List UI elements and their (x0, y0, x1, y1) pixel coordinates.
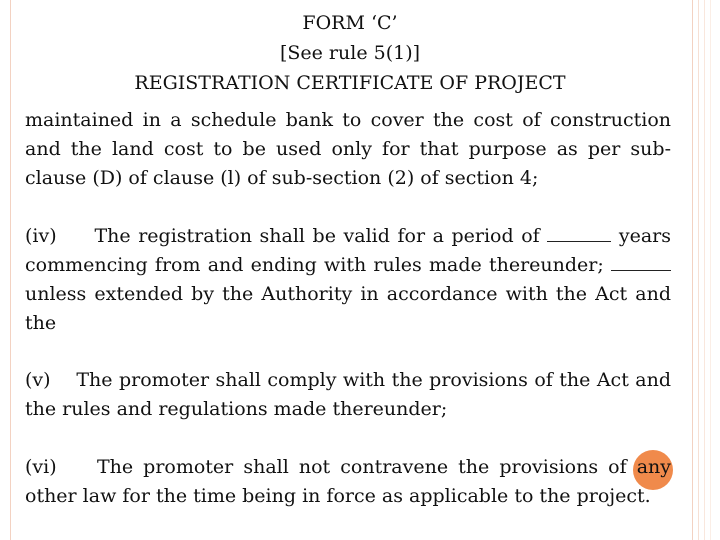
rule-reference: [See rule 5(1)] (279, 42, 421, 64)
paragraph-text: The promoter shall not contravene the provisions of any other law for the time being in force as applicable to the project. (25, 456, 671, 507)
item-number: (v) (25, 369, 51, 391)
paragraph-bank-clause (25, 106, 671, 193)
right-border-line (704, 0, 705, 540)
paragraph-text: years commencing from and ending with rules made thereunder; (25, 225, 671, 276)
paragraph-v (25, 366, 671, 424)
slide-header (0, 8, 700, 98)
paragraph-iv (25, 222, 671, 338)
paragraph-text: maintained in a schedule bank to cover the cost of construction and the land cost to be used only for that purpose as per sub-clause (D) of clause (l) of sub-section (2) of section 4; (25, 109, 671, 189)
paragraph-vi (25, 453, 671, 511)
paragraph-text: The promoter shall comply with the provisions of the Act and the rules and regulations made thereunder; (25, 369, 671, 420)
item-number: (iv) (25, 225, 57, 247)
blank-field (611, 255, 671, 271)
certificate-title: REGISTRATION CERTIFICATE OF PROJECT (134, 72, 566, 94)
blank-field (547, 226, 611, 242)
paragraph-text: unless extended by the Authority in accordance with the Act and the (25, 283, 671, 334)
form-label: FORM ‘C’ (302, 12, 398, 34)
right-border-line (710, 0, 711, 540)
paragraph-text: The registration shall be valid for a period of (94, 225, 540, 247)
item-number: (vi) (25, 456, 57, 478)
